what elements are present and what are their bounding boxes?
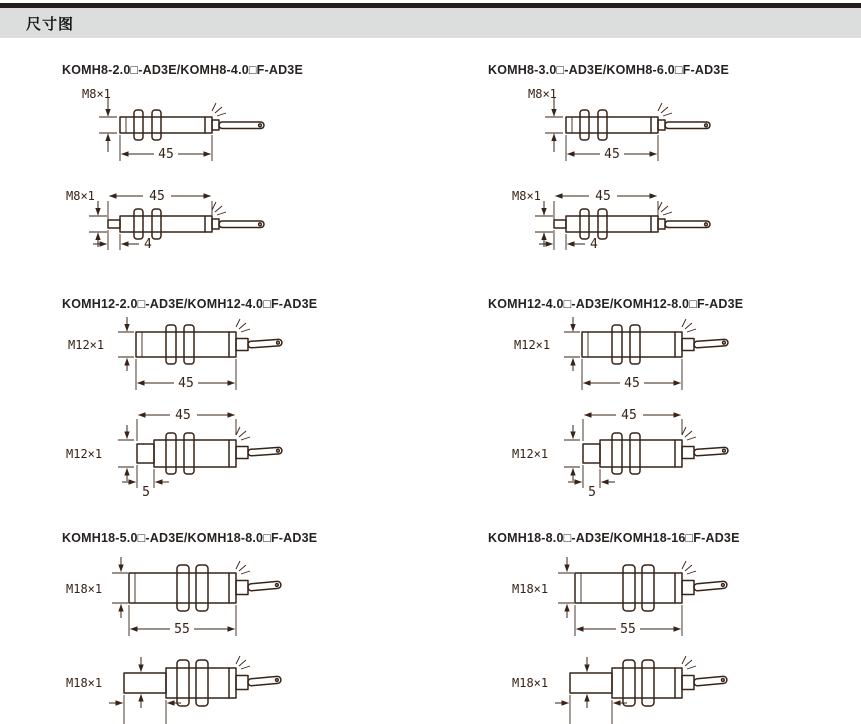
thread-size-label: M12×1 xyxy=(68,338,105,352)
model-title: KOMH18-8.0□-AD3E/KOMH18-16□F-AD3E xyxy=(488,531,740,545)
length-dimension: 45 xyxy=(595,189,611,204)
m12-nonflush-diagram xyxy=(66,405,406,505)
thread-size-label: M8×1 xyxy=(512,189,541,203)
thread-size-label: M18×1 xyxy=(512,582,549,596)
diagram-grid xyxy=(62,63,861,724)
model-title: KOMH8-2.0□-AD3E/KOMH8-4.0□F-AD3E xyxy=(62,63,303,77)
m18-nonflush-diagram xyxy=(512,646,852,724)
thread-size-label: M8×1 xyxy=(66,189,95,203)
length-dimension: 45 xyxy=(624,376,640,391)
thread-size-label: M12×1 xyxy=(512,447,549,461)
length-dimension: 45 xyxy=(621,408,637,423)
m12-flush-diagram xyxy=(512,315,852,395)
page-header xyxy=(0,3,861,38)
m8-nonflush-diagram xyxy=(512,180,852,272)
m8-flush-diagram xyxy=(66,85,406,169)
length-dimension: 45 xyxy=(178,376,194,391)
tip-length-dimension: 4 xyxy=(144,237,152,252)
length-dimension: 45 xyxy=(149,189,165,204)
thread-size-label: M18×1 xyxy=(512,676,549,690)
length-dimension: 45 xyxy=(604,147,620,162)
thread-size-label: M8×1 xyxy=(528,87,557,101)
length-dimension: 55 xyxy=(174,622,190,637)
model-title: KOMH8-3.0□-AD3E/KOMH8-6.0□F-AD3E xyxy=(488,63,729,77)
product-group-komh18-a xyxy=(62,531,488,724)
length-dimension: 55 xyxy=(620,622,636,637)
section-title-bar xyxy=(0,8,861,38)
length-dimension: 45 xyxy=(175,408,191,423)
product-group-komh12-a xyxy=(62,297,488,531)
tip-length-dimension: 5 xyxy=(588,485,596,500)
m12-nonflush-diagram xyxy=(512,405,852,505)
product-group-komh18-b xyxy=(488,531,861,724)
m18-flush-diagram xyxy=(512,552,852,644)
product-group-komh8-b xyxy=(488,63,861,297)
m8-flush-diagram xyxy=(512,85,852,169)
thread-size-label: M18×1 xyxy=(66,676,103,690)
product-group-komh12-b xyxy=(488,297,861,531)
thread-size-label: M8×1 xyxy=(82,87,111,101)
thread-size-label: M12×1 xyxy=(66,447,103,461)
model-title: KOMH12-4.0□-AD3E/KOMH12-8.0□F-AD3E xyxy=(488,297,744,311)
model-title: KOMH18-5.0□-AD3E/KOMH18-8.0□F-AD3E xyxy=(62,531,318,545)
tip-length-dimension: 4 xyxy=(590,237,598,252)
thread-size-label: M12×1 xyxy=(514,338,551,352)
product-group-komh8-a xyxy=(62,63,488,297)
m12-flush-diagram xyxy=(66,315,406,395)
section-title: 尺寸图 xyxy=(26,15,75,33)
length-dimension: 45 xyxy=(158,147,174,162)
m8-nonflush-diagram xyxy=(66,180,406,272)
m18-flush-diagram xyxy=(66,552,406,644)
diagram-area xyxy=(0,38,861,724)
m18-nonflush-diagram xyxy=(66,646,406,724)
tip-length-dimension: 5 xyxy=(142,485,150,500)
model-title: KOMH12-2.0□-AD3E/KOMH12-4.0□F-AD3E xyxy=(62,297,318,311)
thread-size-label: M18×1 xyxy=(66,582,103,596)
